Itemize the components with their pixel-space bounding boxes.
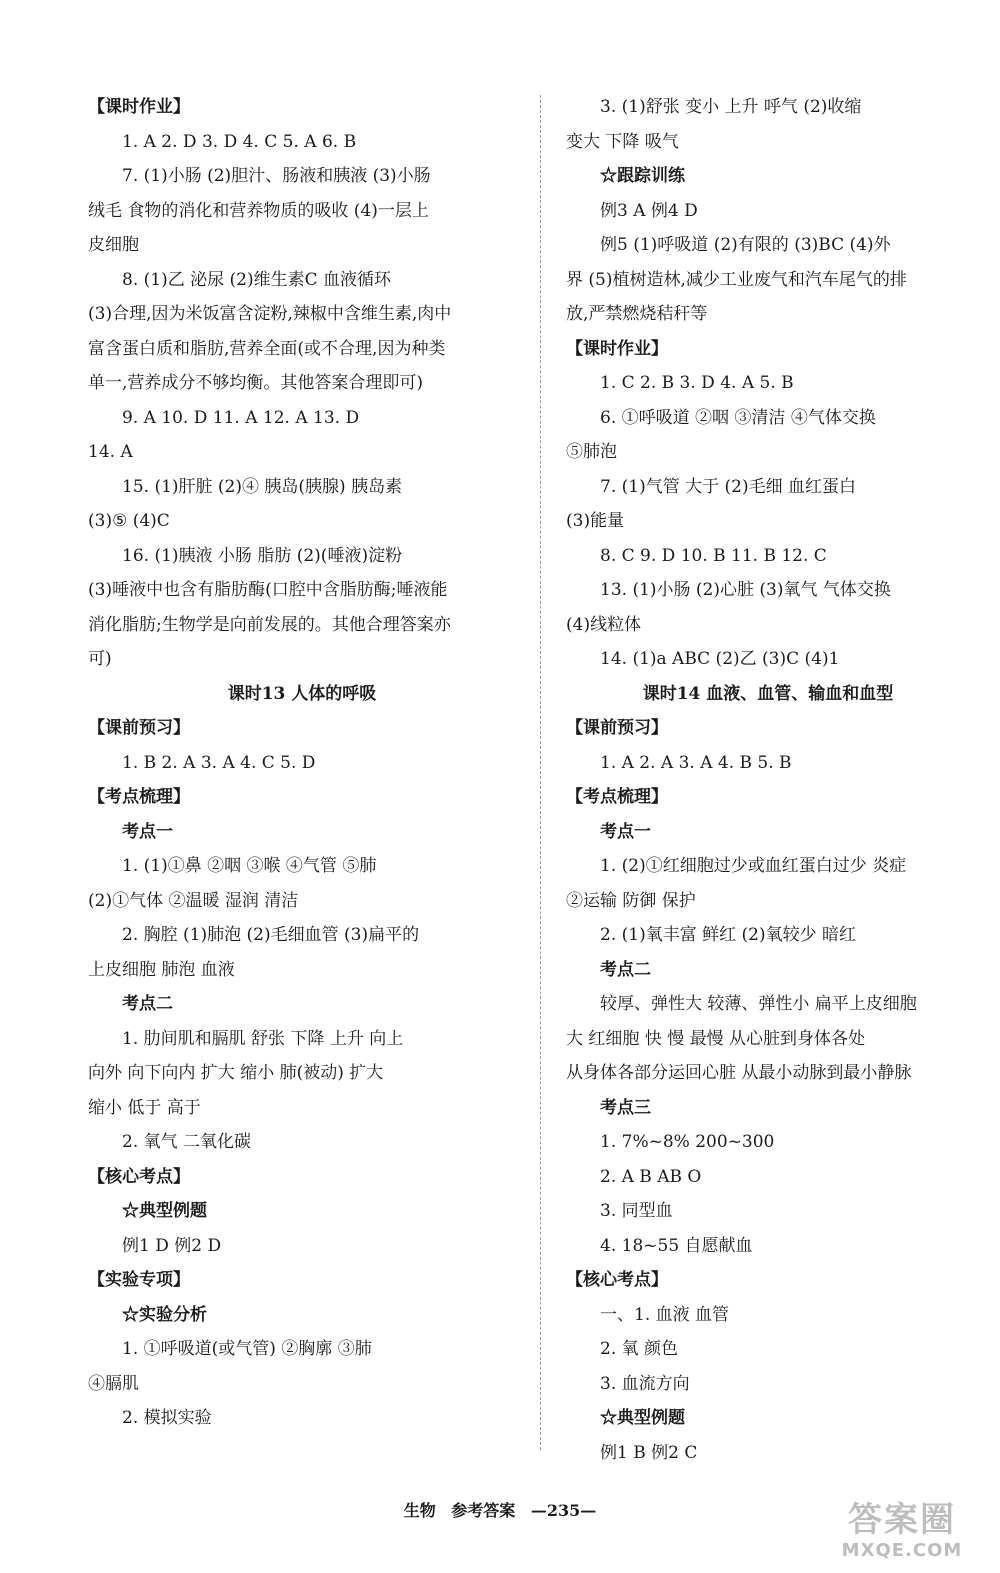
text-line: 1. 7%~8% 200~300	[600, 1132, 775, 1152]
section-heading: ☆跟踪训练	[600, 166, 685, 186]
text-line: 2. 氧气 二氧化碳	[122, 1132, 252, 1152]
text-line: (3)能量	[566, 511, 625, 531]
right-column	[566, 90, 970, 1470]
section-heading: ☆典型例题	[122, 1201, 207, 1221]
column-divider	[540, 95, 541, 1450]
text-line: 4. 18~55 自愿献血	[600, 1235, 753, 1256]
text-line: 较厚、弹性大 较薄、弹性小 扁平上皮细胞	[600, 994, 917, 1014]
text-line: 8. C 9. D 10. B 11. B 12. C	[600, 545, 827, 566]
text-line: 2. (1)氧丰富 鲜红 (2)氧较少 暗红	[600, 925, 856, 945]
text-line: 单一,营养成分不够均衡。其他答案合理即可)	[88, 373, 424, 393]
section-heading: 【核心考点】	[88, 1166, 190, 1187]
section-heading: 【课前预习】	[566, 718, 668, 738]
text-line: 例3 A 例4 D	[600, 200, 698, 221]
text-line: 1. (1)①鼻 ②咽 ③喉 ④气管 ⑤肺	[122, 856, 377, 876]
text-line: 1. A 2. A 3. A 4. B 5. B	[600, 752, 792, 773]
text-line: 13. (1)小肠 (2)心脏 (3)氧气 气体交换	[600, 580, 891, 600]
section-heading: 【课时作业】	[88, 97, 190, 117]
text-line: 向外 向下向内 扩大 缩小 肺(被动) 扩大	[88, 1063, 384, 1083]
text-line: 2. 模拟实验	[122, 1408, 212, 1428]
text-line: (3)唾液中也含有脂肪酶(口腔中含脂肪酶;唾液能	[88, 580, 448, 600]
section-heading: 【考点梳理】	[88, 787, 190, 807]
lesson-title: 课时14 血液、血管、输血和血型	[642, 683, 894, 704]
text-line: 富含蛋白质和脂肪,营养全面(或不合理,因为种类	[88, 338, 446, 359]
text-line: 3. 血流方向	[600, 1373, 690, 1394]
text-line: 界 (5)植树造林,减少工业废气和汽车尾气的排	[566, 269, 907, 290]
text-line: 15. (1)肝脏 (2)④ 胰岛(胰腺) 胰岛素	[122, 476, 403, 497]
section-heading: 考点三	[600, 1097, 651, 1118]
lesson-title: 课时13 人体的呼吸	[227, 683, 377, 704]
text-line: 可)	[88, 649, 112, 669]
text-line: ④膈肌	[88, 1373, 139, 1394]
text-line: 上皮细胞 肺泡 血液	[88, 959, 235, 980]
text-line: 例5 (1)呼吸道 (2)有限的 (3)BC (4)外	[600, 235, 891, 255]
section-heading: ☆典型例题	[600, 1408, 685, 1428]
text-line: (3)合理,因为米饭富含淀粉,辣椒中含维生素,肉中	[88, 304, 452, 324]
section-heading: 【考点梳理】	[566, 787, 668, 807]
section-heading: 【核心考点】	[566, 1270, 668, 1290]
text-line: 7. (1)小肠 (2)胆汁、肠液和胰液 (3)小肠	[122, 166, 431, 186]
text-line: (2)①气体 ②温暖 湿润 清洁	[88, 890, 299, 911]
watermark-text-bottom: MXQE.COM	[841, 1540, 963, 1561]
text-line: ②运输 防御 保护	[566, 890, 696, 911]
section-heading: 【实验专项】	[88, 1270, 190, 1290]
section-heading: 考点一	[600, 821, 651, 842]
text-line: ⑤肺泡	[566, 442, 617, 462]
text-line: 14. A	[88, 442, 133, 462]
footer-subject: 生物	[403, 1501, 436, 1520]
text-line: (4)线粒体	[566, 614, 642, 635]
watermark-logo	[822, 1500, 982, 1566]
section-heading: ☆实验分析	[122, 1304, 207, 1325]
text-line: 消化脂肪;生物学是向前发展的。其他合理答案亦	[88, 614, 451, 635]
text-line: 1. (2)①红细胞过少或血红蛋白过少 炎症	[600, 856, 907, 876]
section-heading: 【课时作业】	[566, 338, 668, 359]
text-line: 变大 下降 吸气	[566, 131, 679, 152]
text-line: 1. ①呼吸道(或气管) ②胸廓 ③肺	[122, 1339, 372, 1359]
section-heading: 【课前预习】	[88, 718, 190, 738]
text-line: 3. 同型血	[600, 1201, 673, 1221]
text-line: 皮细胞	[88, 235, 139, 255]
text-line: 2. 氧 颜色	[600, 1339, 679, 1359]
text-line: 14. (1)a ABC (2)乙 (3)C (4)1	[600, 649, 840, 669]
section-heading: 考点二	[600, 959, 651, 980]
text-line: 7. (1)气管 大于 (2)毛细 血红蛋白	[600, 476, 856, 497]
text-line: 一、1. 血液 血管	[600, 1304, 730, 1325]
text-line: 8. (1)乙 泌尿 (2)维生素C 血液循环	[122, 269, 392, 290]
text-line: 2. 胸腔 (1)肺泡 (2)毛细血管 (3)扁平的	[122, 925, 420, 945]
text-line: 绒毛 食物的消化和营养物质的吸收 (4)一层上	[88, 200, 429, 221]
text-line: 1. B 2. A 3. A 4. C 5. D	[122, 752, 316, 773]
text-line: 9. A 10. D 11. A 12. A 13. D	[122, 407, 360, 428]
text-line: 大 红细胞 快 慢 最慢 从心脏到身体各处	[566, 1028, 866, 1049]
text-line: 1. C 2. B 3. D 4. A 5. B	[600, 373, 794, 393]
watermark-text-top: 答案圈	[848, 1500, 956, 1540]
text-line: 16. (1)胰液 小肠 脂肪 (2)(唾液)淀粉	[122, 545, 403, 566]
text-line: 例1 D 例2 D	[122, 1235, 222, 1256]
page-number: —235—	[530, 1501, 597, 1520]
text-line: 从身体各部分运回心脏 从最小动脉到最小静脉	[566, 1063, 912, 1083]
section-heading: 考点二	[122, 994, 173, 1014]
text-line: 1. 肋间肌和膈肌 舒张 下降 上升 向上	[122, 1028, 404, 1049]
footer-section: 参考答案	[451, 1501, 516, 1520]
text-line: 放,严禁燃烧秸秆等	[566, 304, 708, 324]
text-line: 2. A B AB O	[600, 1166, 702, 1187]
text-line: (3)⑤ (4)C	[88, 511, 170, 531]
text-line: 1. A 2. D 3. D 4. C 5. A 6. B	[122, 131, 357, 152]
text-line: 3. (1)舒张 变小 上升 呼气 (2)收缩	[600, 97, 862, 117]
section-heading: 考点一	[122, 821, 173, 842]
text-line: 6. ①呼吸道 ②咽 ③清洁 ④气体交换	[600, 407, 876, 428]
text-line: 缩小 低于 高于	[88, 1097, 201, 1118]
text-line: 例1 B 例2 C	[600, 1442, 698, 1463]
left-column	[88, 90, 516, 1436]
